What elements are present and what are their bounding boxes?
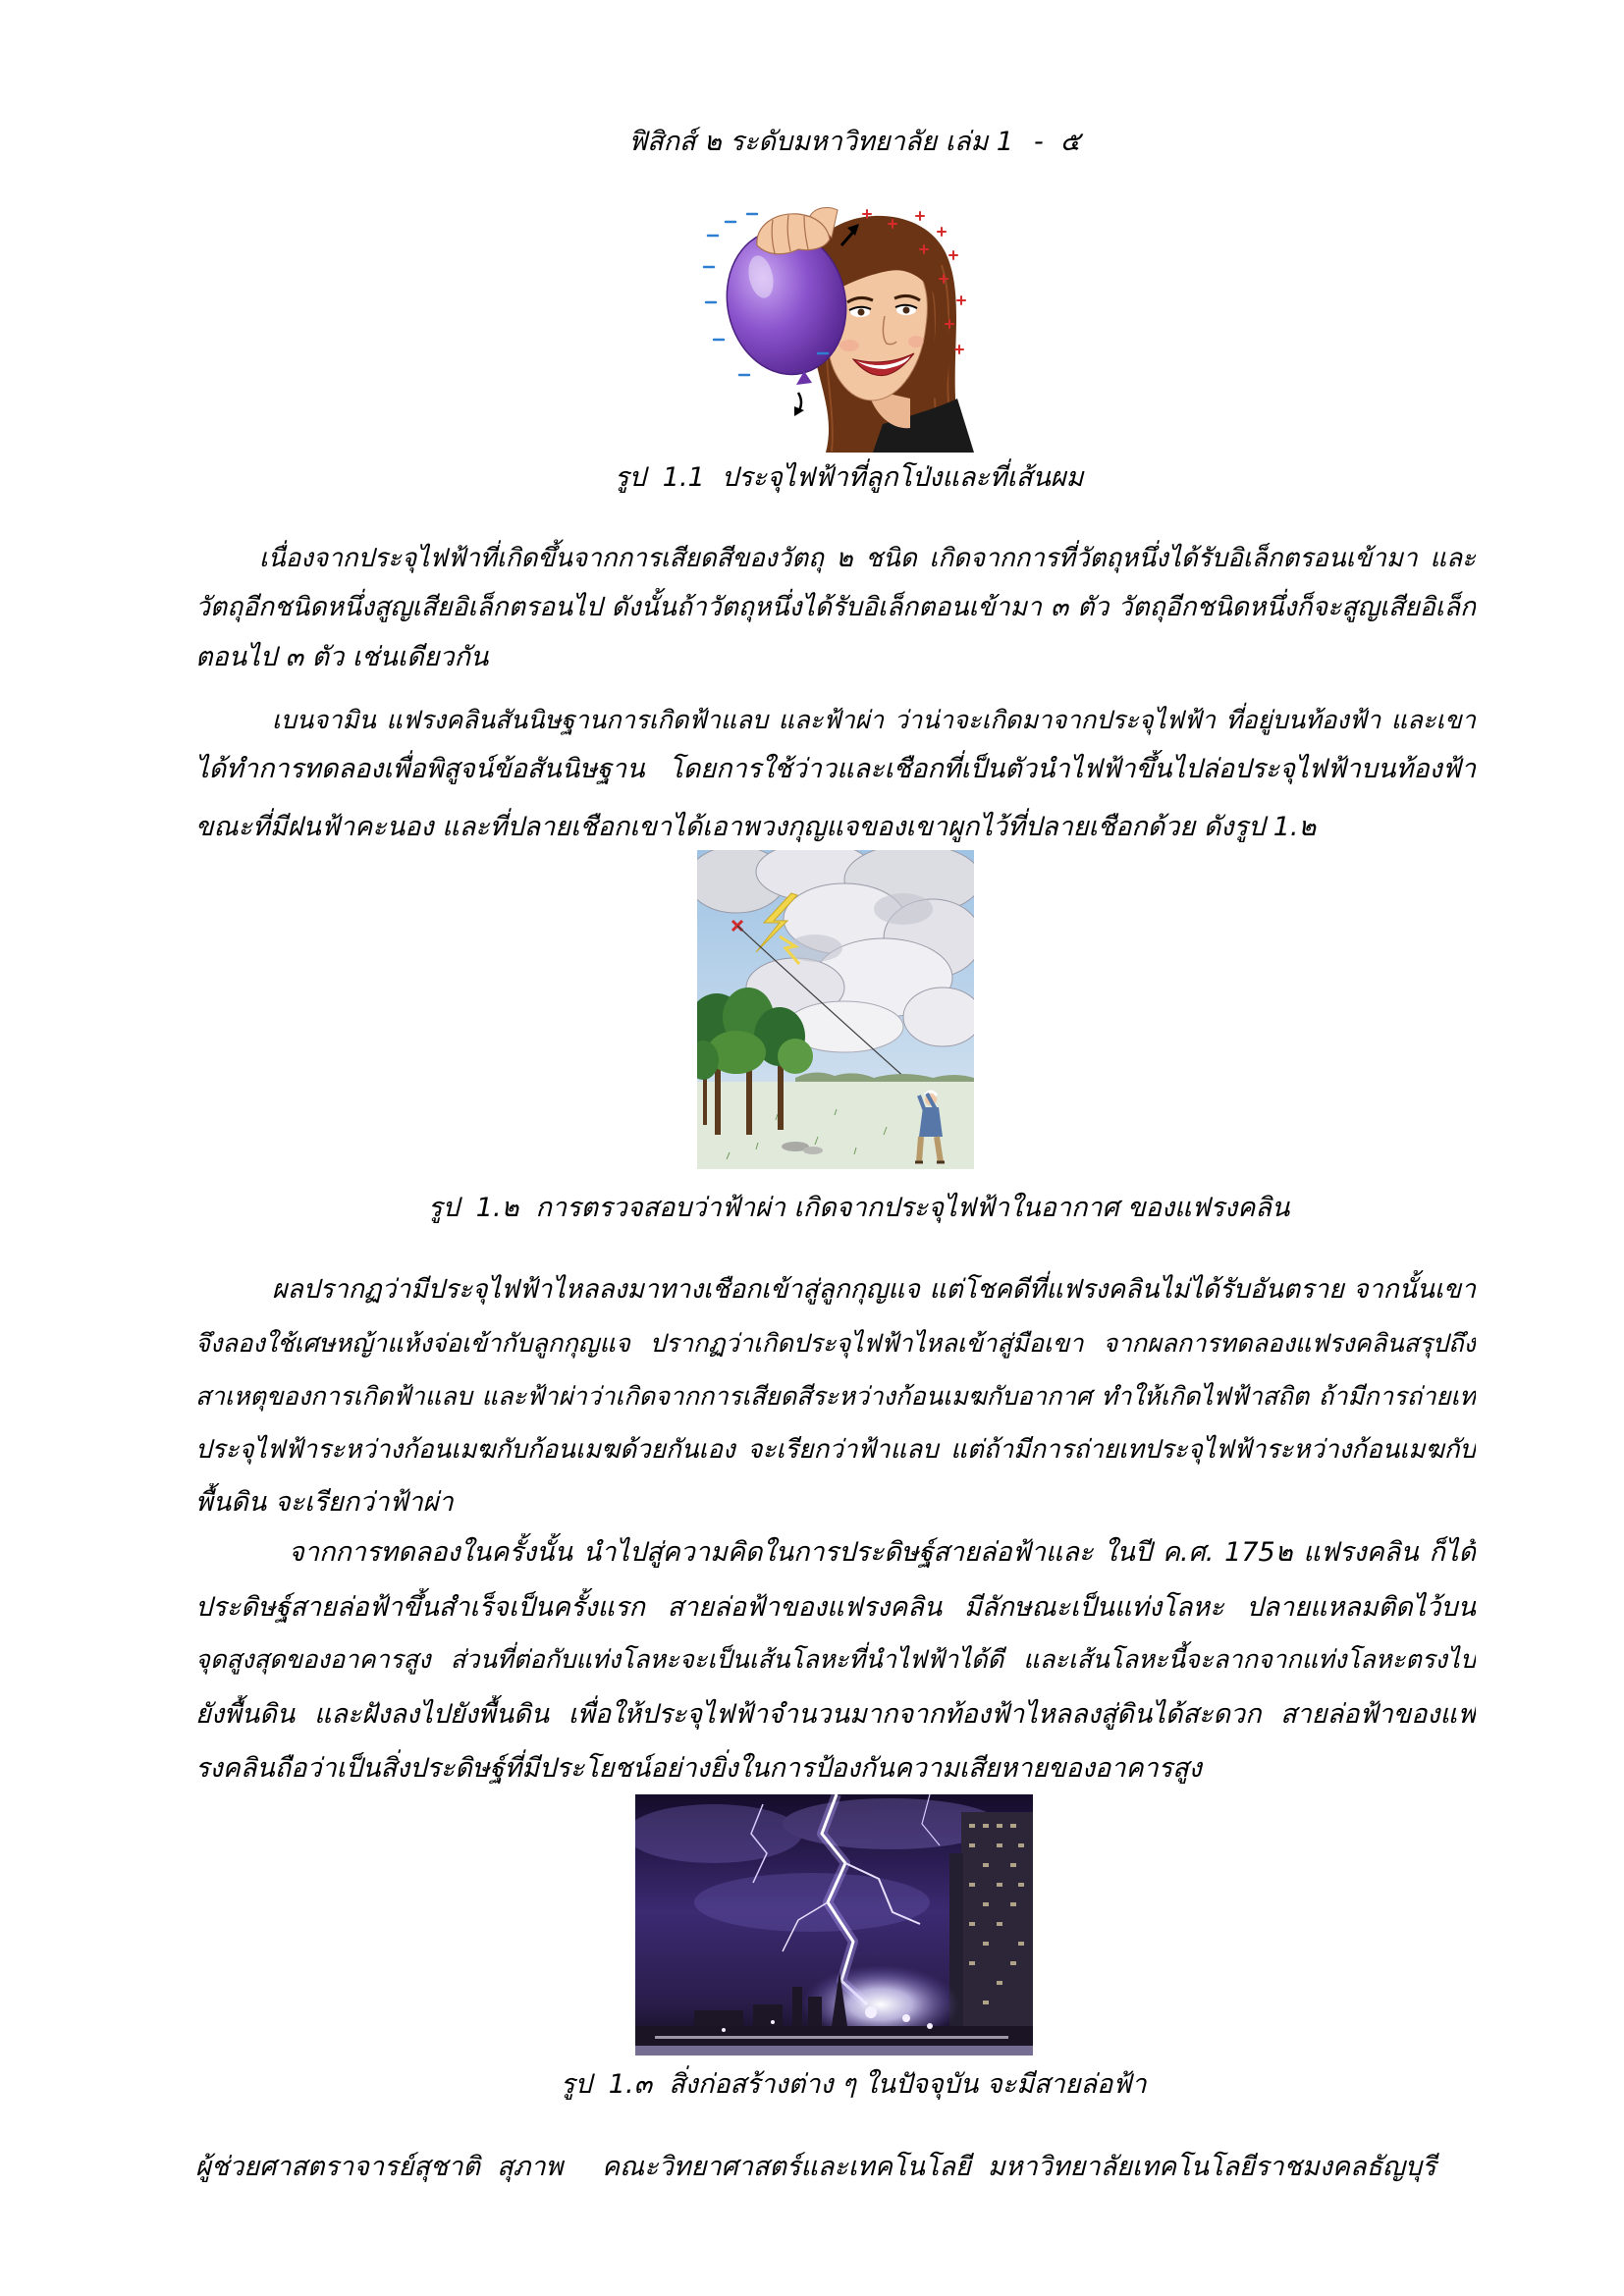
balloon-hair-illustration [700,206,974,453]
footer-affiliation: คณะวิทยาศาสตร์และเทคโนโลยี มหาวิทยาลัยเทคโนโลยีราชมงคลธัญบุรี [602,2152,1436,2182]
footer-author: ผู้ช่วยศาสตราจารย์สุชาติ สุภาพ [195,2152,564,2182]
paragraph-line: ประจุไฟฟ้าระหว่างก้อนเมฆกับก้อนเมฆด้วยกันเอง จะเรียกว่าฟ้าแลบ แต่ถ้ามีการถ่ายเทประจุไฟฟ้าระหว่างก้อนเมฆกับ [195,1435,1476,1465]
figure-caption: รูป 1.1 ประจุไฟฟ้าที่ลูกโป่งและที่เส้นผม [615,462,1084,493]
figure-lightning-buildings [635,1794,1033,2056]
paragraph-line: จึงลองใช้เศษหญ้าแห้งจ่อเข้ากับลูกกุญแจ ปรากฏว่าเกิดประจุไฟฟ้าไหลเข้าสู่มือเขา จากผลการทดลองแฟรงคลินสรุปถึง [195,1329,1476,1359]
figure-balloon-hair-charges [700,206,974,453]
paragraph-line: เบนจามิน แฟรงคลินสันนิษฐานการเกิดฟ้าแลบ และฟ้าผ่า ว่าน่าจะเกิดมาจากประจุไฟฟ้า ที่อยู่บนท้องฟ้า และเขา [272,706,1476,735]
paragraph-line: รงคลินถือว่าเป็นสิ่งประดิษฐ์ที่มีประโยชน์อย่างยิ่งในการป้องกันความเสียหายของอาคารสูง [195,1753,1202,1784]
page-number: - ๕ [1034,127,1081,157]
paragraph-line: สาเหตุของการเกิดฟ้าแลบ และฟ้าผ่าว่าเกิดจากการเสียดสีระหว่างก้อนเมฆกับอากาศ ทำให้เกิดไฟฟ้าสถิต ถ้ามีการถ่ายเท [195,1382,1476,1412]
paragraph-line: ตอนไป ๓ ตัว เช่นเดียวกัน [195,642,489,672]
paragraph-line: พื้นดิน จะเรียกว่าฟ้าผ่า [195,1487,454,1518]
paragraph-line: จากการทดลองในครั้งนั้น นำไปสู่ความคิดในการประดิษฐ์สายล่อฟ้าและ ในปี ค.ศ. 175๒ แฟรงคลิน ก็ได้ [289,1537,1476,1568]
figure-caption: รูป 1.๒ การตรวจสอบว่าฟ้าผ่า เกิดจากประจุไฟฟ้าในอากาศ ของแฟรงคลิน [428,1193,1290,1223]
lightning-city-photo [635,1794,1033,2056]
bottom-light-band [635,2046,1033,2056]
figure-franklin-kite [697,850,974,1169]
tall-building [949,1812,1033,2030]
paragraph-line: ประดิษฐ์สายล่อฟ้าขึ้นสำเร็จเป็นครั้งแรก สายล่อฟ้าของแฟรงคลิน มีลักษณะเป็นแท่งโลหะ ปลายแหลมติดไว้บน [195,1592,1476,1623]
paragraph-line: จุดสูงสุดของอาคารสูง ส่วนที่ต่อกับแท่งโลหะจะเป็นเส้นโลหะที่นำไฟฟ้าได้ดี และเส้นโลหะนี้จะลากจากแท่งโลหะตรงไป [195,1645,1476,1675]
paragraph-line: ผลปรากฏว่ามีประจุไฟฟ้าไหลลงมาทางเชือกเข้าสู่ลูกกุญแจ แต่โชคดีที่แฟรงคลินไม่ได้รับอันตราย จากนั้นเขา [272,1274,1476,1305]
kite-experiment-illustration [697,850,974,1169]
running-header-title: ฟิสิกส์ ๒ ระดับมหาวิทยาลัย เล่ม 1 [628,127,1014,157]
paragraph-line: วัตถุอีกชนิดหนึ่งสูญเสียอิเล็กตรอนไป ดังนั้นถ้าวัตถุหนึ่งได้รับอิเล็กตอนเข้ามา ๓ ตัว วัตถุอีกชนิดหนึ่งก็จะสูญเสียอิเล็ก [195,592,1476,622]
paragraph-line: ได้ทำการทดลองเพื่อพิสูจน์ข้อสันนิษฐาน โดยการใช้ว่าวและเชือกที่เป็นตัวนำไฟฟ้าขึ้นไปล่อประจุไฟฟ้าบนท้องฟ้า [195,754,1476,784]
figure-caption: รูป 1.๓ สิ่งก่อสร้างต่าง ๆ ในปัจจุบัน จะมีสายล่อฟ้า [561,2069,1147,2100]
paragraph-line: ยังพื้นดิน และฝังลงไปยังพื้นดิน เพื่อให้ประจุไฟฟ้าจำนวนมากจากท้องฟ้าไหลลงสู่ดินได้สะดวก สายล่อฟ้าของแฟ [195,1699,1476,1730]
paragraph-line: ขณะที่มีฝนฟ้าคะนอง และที่ปลายเชือกเขาได้เอาพวงกุญแจของเขาผูกไว้ที่ปลายเชือกด้วย ดังรูป 1.๒ [195,812,1317,842]
paragraph-line: เนื่องจากประจุไฟฟ้าที่เกิดขึ้นจากการเสียดสีของวัตถุ ๒ ชนิด เกิดจากการที่วัตถุหนึ่งได้รับอิเล็กตรอนเข้ามา และ [259,544,1476,573]
